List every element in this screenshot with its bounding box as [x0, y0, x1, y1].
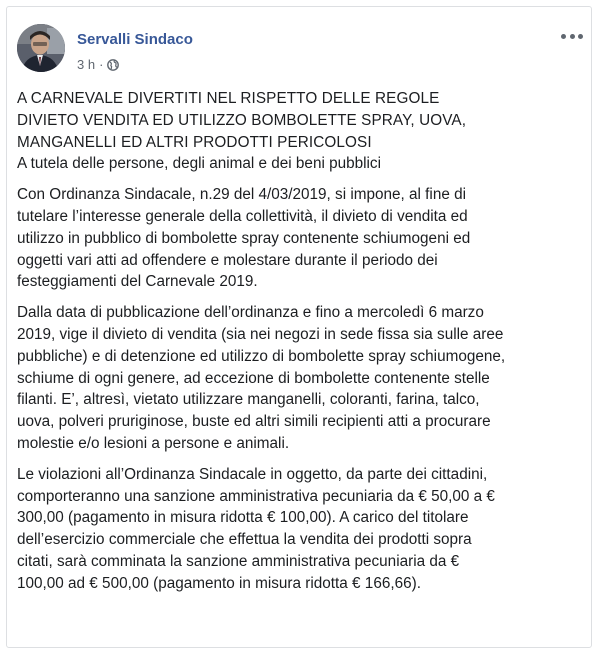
post-headline: A CARNEVALE DIVERTITI NEL RISPETTO DELLE REGOLE DIVIETO VENDITA ED UTILIZZO BOMBOLETTE SPRAY, UOVA, MANGANELLI ED ALTRI PRODOTTI PERICOLOSI — [17, 90, 467, 151]
more-dot — [570, 34, 575, 39]
post-body — [17, 88, 562, 595]
meta-separator: · — [99, 57, 104, 72]
post-timestamp[interactable]: 3 h — [77, 57, 96, 72]
more-dot — [578, 34, 583, 39]
post-paragraph: Dalla data di pubblicazione dell’ordinanza e fino a mercoledì 6 marzo 2019, vige il divieto di vendita (sia nei negozi in sede fissa sia sulle aree pubbliche) e di detenzione ed utilizzo di bombolette spray schiumogene, schiume di ogni genere, ad eccezione di bombolette contenente stelle filanti. E’, altresì, vietato utilizzare manganelli, coloranti, farina, talco, uova, polveri pruriginose, buste ed altri simili recipienti atti a procurare molestie e/o lesioni a persone e animali. — [17, 304, 506, 452]
post-paragraph: Le violazioni all’Ordinanza Sindacale in oggetto, da parte dei cittadini, comporteranno una sanzione amministrativa pecuniaria da € 50,00 a € 300,00 (pagamento in misura ridotta € 100,00). A carico del titolare dell’esercizio commerciale che effettua la vendita dei prodotti sopra citati, sarà comminata la sanzione amministrativa pecuniaria da € 100,00 ad € 500,00 (pagamento in misura ridotta € 166,66). — [17, 465, 495, 592]
globe-icon[interactable] — [107, 59, 119, 71]
post-paragraph: Con Ordinanza Sindacale, n.29 del 4/03/2019, si impone, al fine di tutelare l’interesse generale della collettività, il divieto di vendita ed utilizzo in pubblico di bombolette spray contenente schiumogeni ed oggetti vari atti ad offendere e molestare durante il periodo dei festeggiamenti del Carnevale 2019. — [17, 186, 471, 291]
post-meta — [77, 57, 119, 72]
author-name[interactable]: Servalli Sindaco — [77, 31, 193, 48]
more-options-icon[interactable] — [561, 29, 583, 43]
post-header — [7, 7, 591, 81]
post-card — [6, 6, 592, 648]
author-avatar[interactable] — [17, 24, 65, 72]
avatar-photo — [17, 24, 65, 72]
post-subtitle: A tutela delle persone, degli animal e dei beni pubblici — [17, 155, 381, 173]
more-dot — [561, 34, 566, 39]
